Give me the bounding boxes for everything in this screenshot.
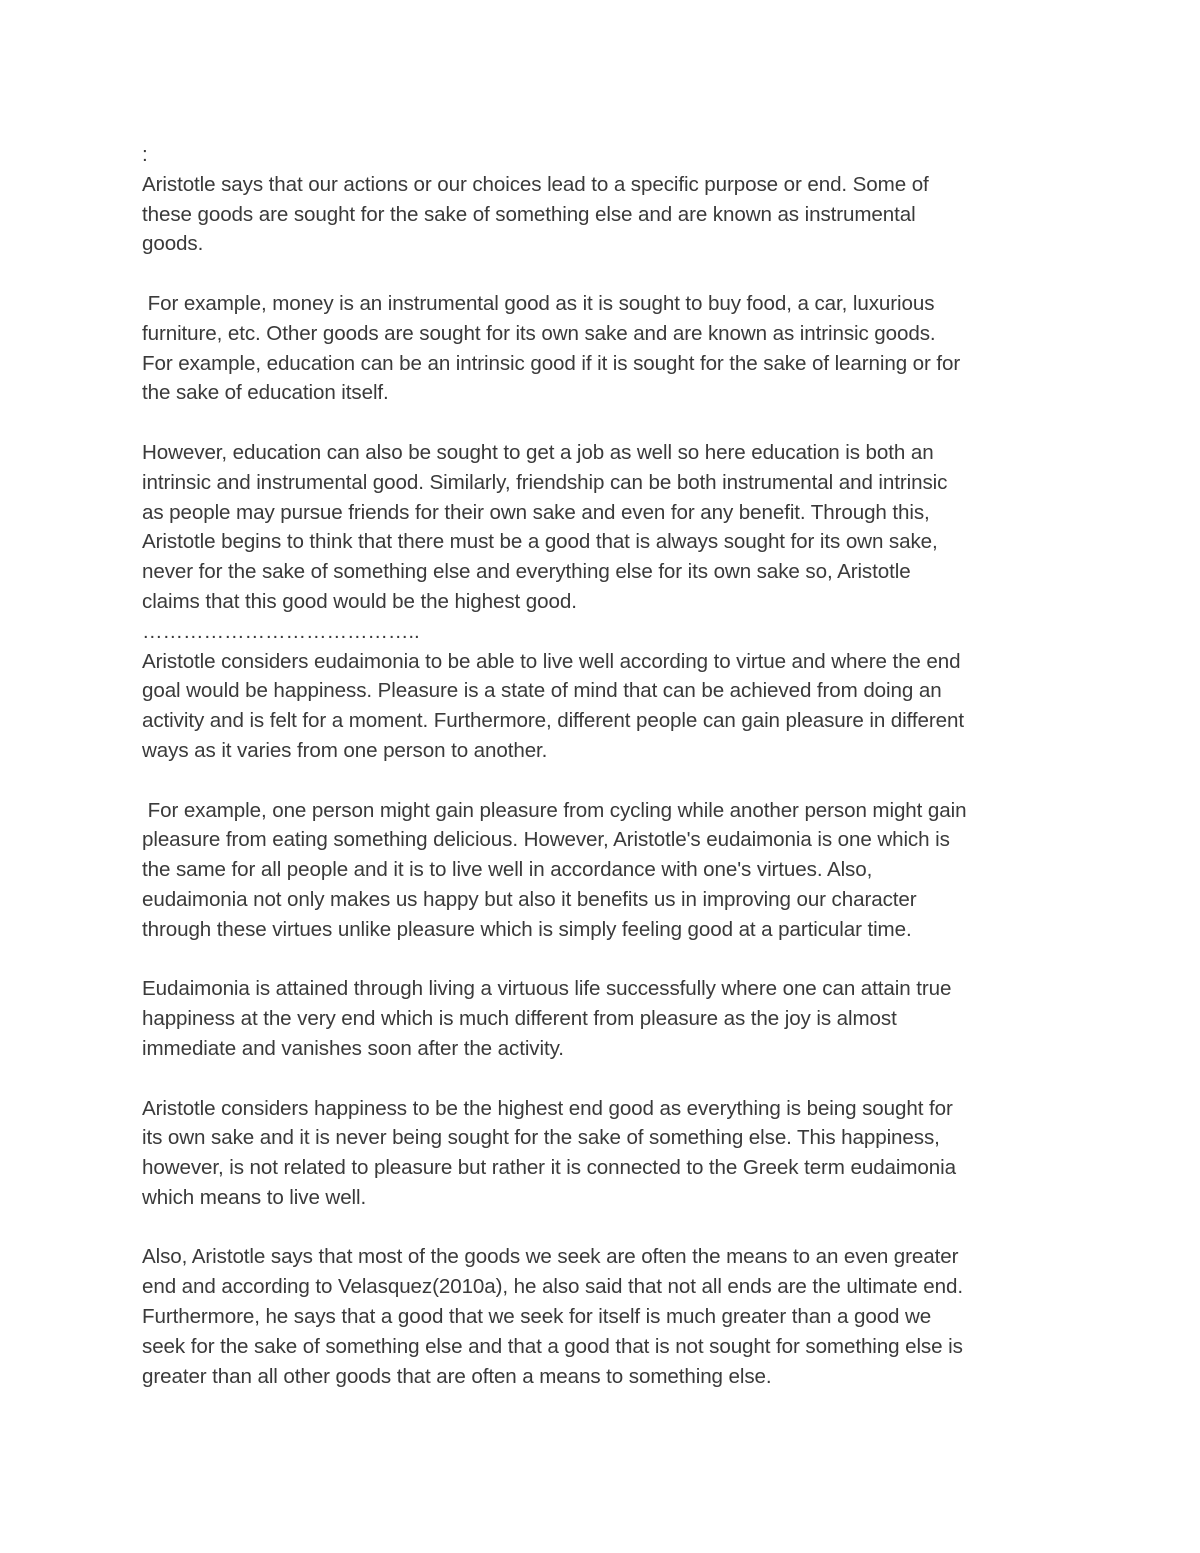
document-body [142,140,1057,1391]
text-line: However, education can also be sought to get a job as well so here education is both an [142,440,934,464]
text-line: : [142,143,148,166]
text-line: Eudaimonia is attained through living a virtuous life successfully where one can attain true [142,977,952,1001]
text-line: Aristotle considers happiness to be the highest end good as everything is being sought for [142,1096,953,1120]
text-line: end and according to Velasquez(2010a), he also said that not all ends are the ultimate end. [142,1275,963,1299]
text-line: as people may pursue friends for their own sake and even for any benefit. Through this, [142,500,930,524]
text-line: never for the sake of something else and everything else for its own sake so, Aristotle [142,560,911,584]
text-line: its own sake and it is never being sought for the sake of something else. This happiness, [142,1126,940,1150]
text-line: the sake of education itself. [142,381,389,405]
blank-line [142,259,1057,289]
text-line: intrinsic and instrumental good. Similarly, friendship can be both instrumental and intrinsic [142,470,948,494]
text-line: Furthermore, he says that a good that we seek for itself is much greater than a good we [142,1305,932,1329]
text-line: greater than all other goods that are often a means to something else. [142,1364,772,1388]
text-line: immediate and vanishes soon after the activity. [142,1036,564,1060]
blank-line [142,945,1057,975]
text-line: Aristotle considers eudaimonia to be able to live well according to virtue and where the end [142,649,961,673]
dotted-separator: ………………………………….. [142,619,420,643]
blank-line [142,1064,1057,1094]
text-line: these goods are sought for the sake of something else and are known as instrumental [142,202,916,226]
text-line: which means to live well. [142,1185,367,1209]
text-line: seek for the sake of something else and that a good that is not sought for something else is [142,1334,963,1358]
text-line: For example, one person might gain pleasure from cycling while another person might gain [142,798,967,822]
text-line: the same for all people and it is to live well in accordance with one's virtues. Also, [142,858,873,882]
text-line: claims that this good would be the highest good. [142,589,577,613]
text-line: pleasure from eating something delicious. However, Aristotle's eudaimonia is one which is [142,828,950,852]
text-line: ways as it varies from one person to another. [142,738,548,762]
blank-line [142,766,1057,796]
text-line: goods. [142,232,204,256]
text-line: activity and is felt for a moment. Furthermore, different people can gain pleasure in different [142,709,964,733]
text-line: For example, money is an instrumental good as it is sought to buy food, a car, luxurious [142,291,935,315]
text-line: Aristotle begins to think that there must be a good that is always sought for its own sake, [142,530,938,554]
text-line: eudaimonia not only makes us happy but also it benefits us in improving our character [142,887,917,911]
text-line: goal would be happiness. Pleasure is a state of mind that can be achieved from doing an [142,679,942,703]
text-line: through these virtues unlike pleasure which is simply feeling good at a particular time. [142,917,912,941]
text-line: furniture, etc. Other goods are sought for its own sake and are known as intrinsic goods. [142,321,936,345]
blank-line [142,1213,1057,1243]
text-line: Aristotle says that our actions or our choices lead to a specific purpose or end. Some of [142,172,929,196]
blank-line [142,408,1057,438]
text-line: however, is not related to pleasure but rather it is connected to the Greek term eudaimonia [142,1156,956,1180]
text-line: For example, education can be an intrinsic good if it is sought for the sake of learning or for [142,351,961,375]
text-line: Also, Aristotle says that most of the goods we seek are often the means to an even greater [142,1245,959,1269]
text-line: happiness at the very end which is much different from pleasure as the joy is almost [142,1007,897,1031]
